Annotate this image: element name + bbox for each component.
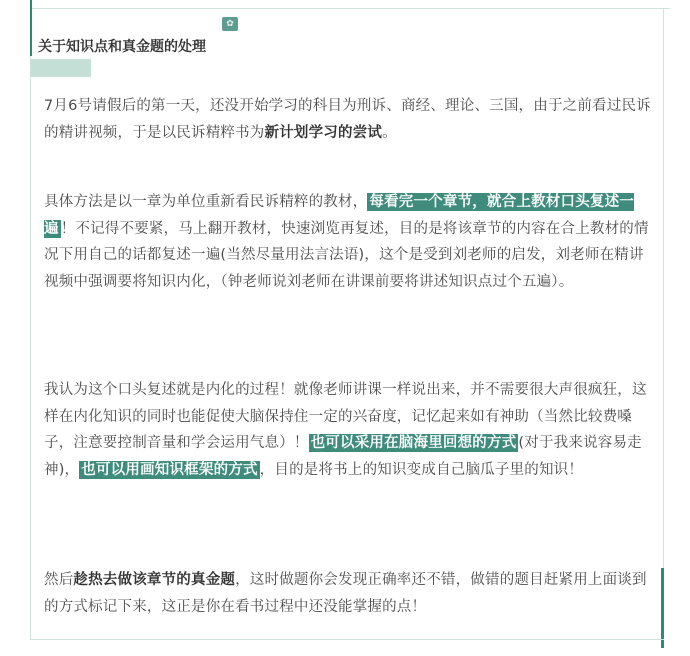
- paragraph-3-mid: (对于我来说容易走神)，: [44, 435, 642, 478]
- page-title: 关于知识点和真金题的处理: [38, 39, 206, 55]
- frame-bottom-border: [30, 639, 664, 640]
- frame-left-border: [30, 56, 31, 640]
- paragraph-3-highlight-1: 也可以采用在脑海里回想的方式: [310, 435, 517, 451]
- paragraph-1-text: 7月6号请假后的第一天，还没开始学习的科目为刑诉、商经、理论、三国，由于之前看过民诉的精讲视频，于是以民诉精粹书为: [44, 98, 651, 141]
- frame-right-border: [663, 8, 664, 648]
- paragraph-4-bold: 趁热去做该章节的真金题: [73, 572, 236, 588]
- paragraph-1: [44, 93, 654, 146]
- decorative-flower-icon: ✿: [222, 17, 238, 31]
- frame-top-border: [30, 8, 670, 9]
- paragraph-1-end: 。: [382, 124, 397, 141]
- paragraph-3-end: ，目的是将书上的知识变成自己脑瓜子里的知识！: [259, 461, 584, 478]
- paragraph-3-highlight-2: 也可以用画知识框架的方式: [81, 461, 258, 478]
- paragraph-4-text: 然后: [44, 572, 74, 588]
- paragraph-1-bold: 新计划学习的尝试: [264, 124, 383, 141]
- paragraph-2-rest: ！不记得不要紧，马上翻开教材，快速浏览再复述，目的是将该章节的内容在合上教材的情况下用自己的话都复述一遍(当然尽量用法言法语)，这个是受到刘老师的启发，刘老师在精讲视频中强调要将知识内化，（钟老师说刘老师在讲课前要将讲述知识点过个五遍）。: [44, 220, 649, 290]
- paragraph-2-text: 具体方法是以一章为单位重新看民诉精粹的教材，: [44, 194, 368, 210]
- paragraph-4: [44, 567, 654, 620]
- paragraph-3: [44, 377, 654, 483]
- title-underline-bar: [31, 59, 91, 77]
- frame-left-accent: [30, 0, 32, 56]
- paragraph-2-highlight: 每看完一个章节，就合上教材口头复述一遍: [44, 194, 635, 237]
- paragraph-3-text: 我认为这个口头复述就是内化的过程！就像老师讲课一样说出来，并不需要很大声很疯狂，这样在内化知识的同时也能促使大脑保持住一定的兴奋度，记忆起来如有神助（当然比较费嗓子，注意要控制音量和学会运用气息）！: [44, 382, 647, 451]
- frame-right-accent: [661, 568, 664, 648]
- paragraph-4-rest: ，这时做题你会发现正确率还不错，做错的题目赶紧用上面谈到的方式标记下来，这正是你在看书过程中还没能掌握的点！: [44, 572, 647, 615]
- paragraph-2: [44, 189, 654, 295]
